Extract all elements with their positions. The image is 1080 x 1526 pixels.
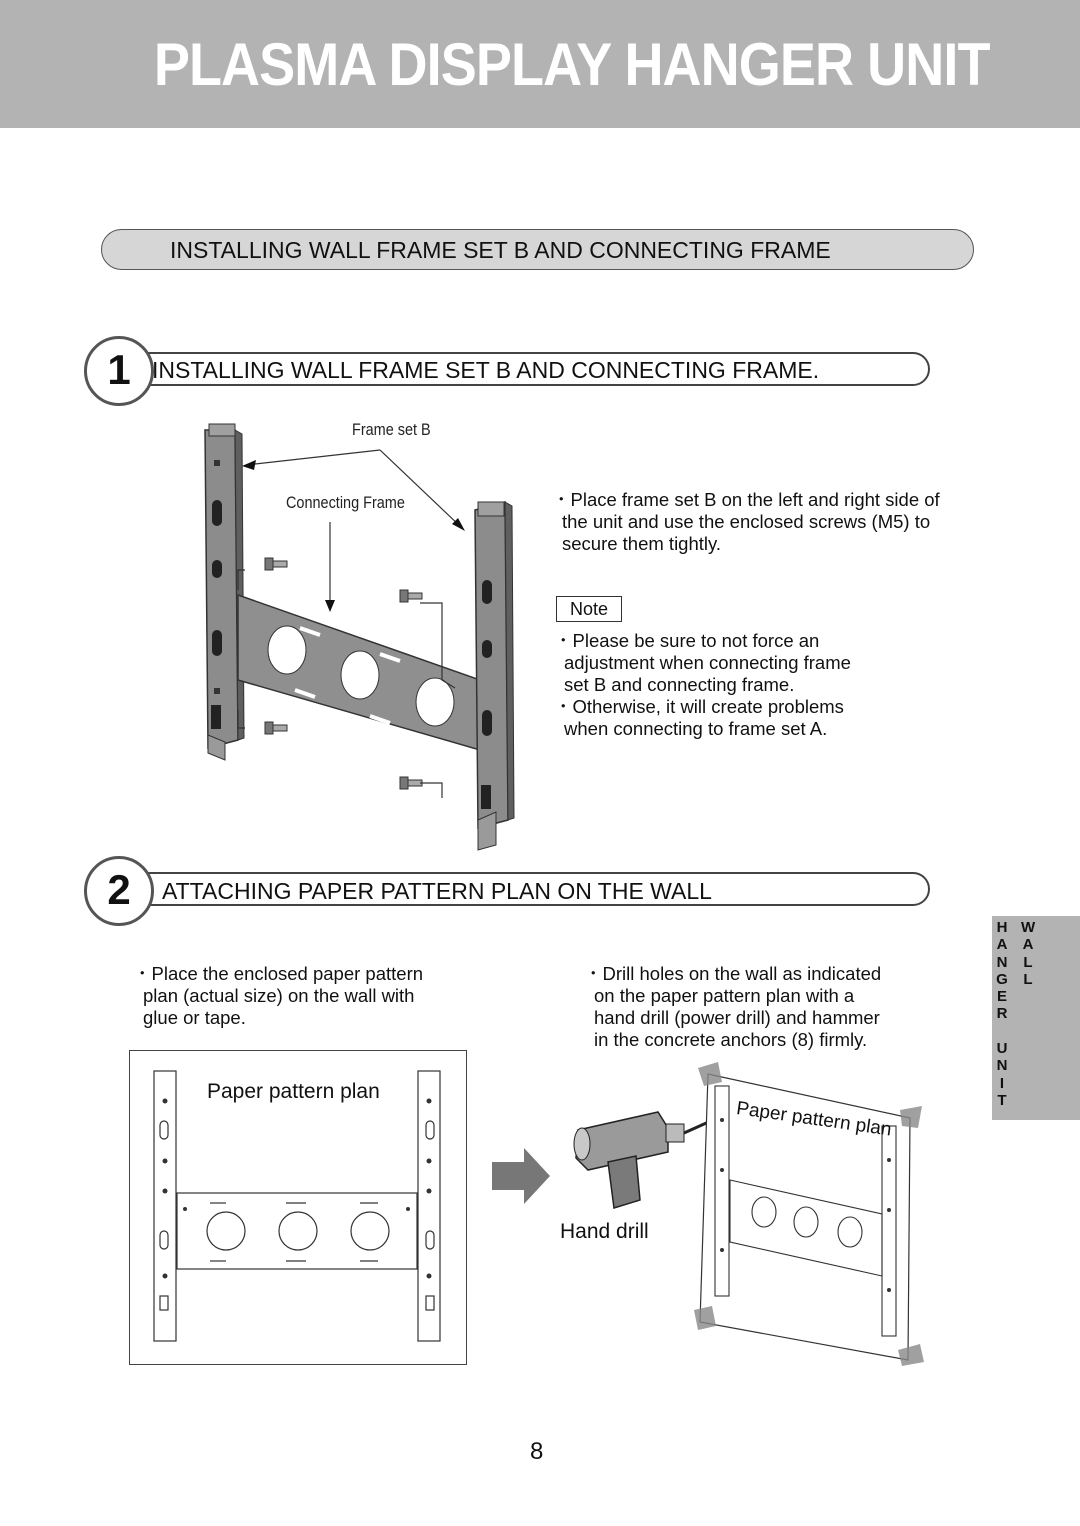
step2-left-line2: plan (actual size) on the wall with <box>143 985 415 1006</box>
arrow-right-icon <box>492 1148 552 1204</box>
step2-number: 2 <box>84 856 154 926</box>
step1-instruction-line2: the unit and use the enclosed screws (M5) to <box>562 511 931 532</box>
side-tab-hanger-unit: H A N G E R U N I T <box>996 919 1008 1109</box>
step1-instruction-line3: secure them tightly. <box>562 533 722 554</box>
step2-left-line1: ・Place the enclosed paper pattern <box>133 963 424 984</box>
step2-right-line2: on the paper pattern plan with a <box>594 985 855 1006</box>
left-frame-set-b <box>205 424 244 760</box>
right-frame-set-b <box>475 502 514 850</box>
note-line4: ・Otherwise, it will create problems <box>554 696 844 717</box>
side-tab-wall: W A L L <box>1021 919 1036 988</box>
step2-left-line3: glue or tape. <box>143 1007 246 1028</box>
hand-drill-label: Hand drill <box>560 1220 649 1243</box>
step2-right-line1: ・Drill holes on the wall as indicated <box>584 963 882 984</box>
note-line2: adjustment when connecting frame <box>564 652 851 673</box>
step1-instruction-line1: ・Place frame set B on the left and right side of <box>552 489 940 510</box>
page-title: PLASMA DISPLAY HANGER UNIT <box>154 31 990 98</box>
note-label: Note <box>556 596 622 622</box>
wall-pattern-illustration <box>690 1060 930 1370</box>
step2-right-line3: hand drill (power drill) and hammer <box>594 1007 880 1028</box>
connecting-frame-label: Connecting Frame <box>286 493 405 512</box>
step1-number: 1 <box>84 336 154 406</box>
note-line5: when connecting to frame set A. <box>564 718 828 739</box>
paper-pattern-label: Paper pattern plan <box>207 1080 380 1103</box>
frame-set-b-label: Frame set B <box>352 420 431 439</box>
section-heading: INSTALLING WALL FRAME SET B AND CONNECTING FRAME <box>170 237 831 263</box>
step1-title: INSTALLING WALL FRAME SET B AND CONNECTING FRAME. <box>152 357 820 383</box>
step2-right-line4: in the concrete anchors (8) firmly. <box>594 1029 868 1050</box>
page-number: 8 <box>530 1438 544 1465</box>
note-line1: ・Please be sure to not force an <box>554 630 820 651</box>
note-line3: set B and connecting frame. <box>564 674 795 695</box>
frame-assembly-illustration <box>180 410 540 855</box>
step2-title: ATTACHING PAPER PATTERN PLAN ON THE WALL <box>162 878 712 904</box>
wall-paper-pattern-label: Paper pattern plan <box>735 1098 893 1141</box>
